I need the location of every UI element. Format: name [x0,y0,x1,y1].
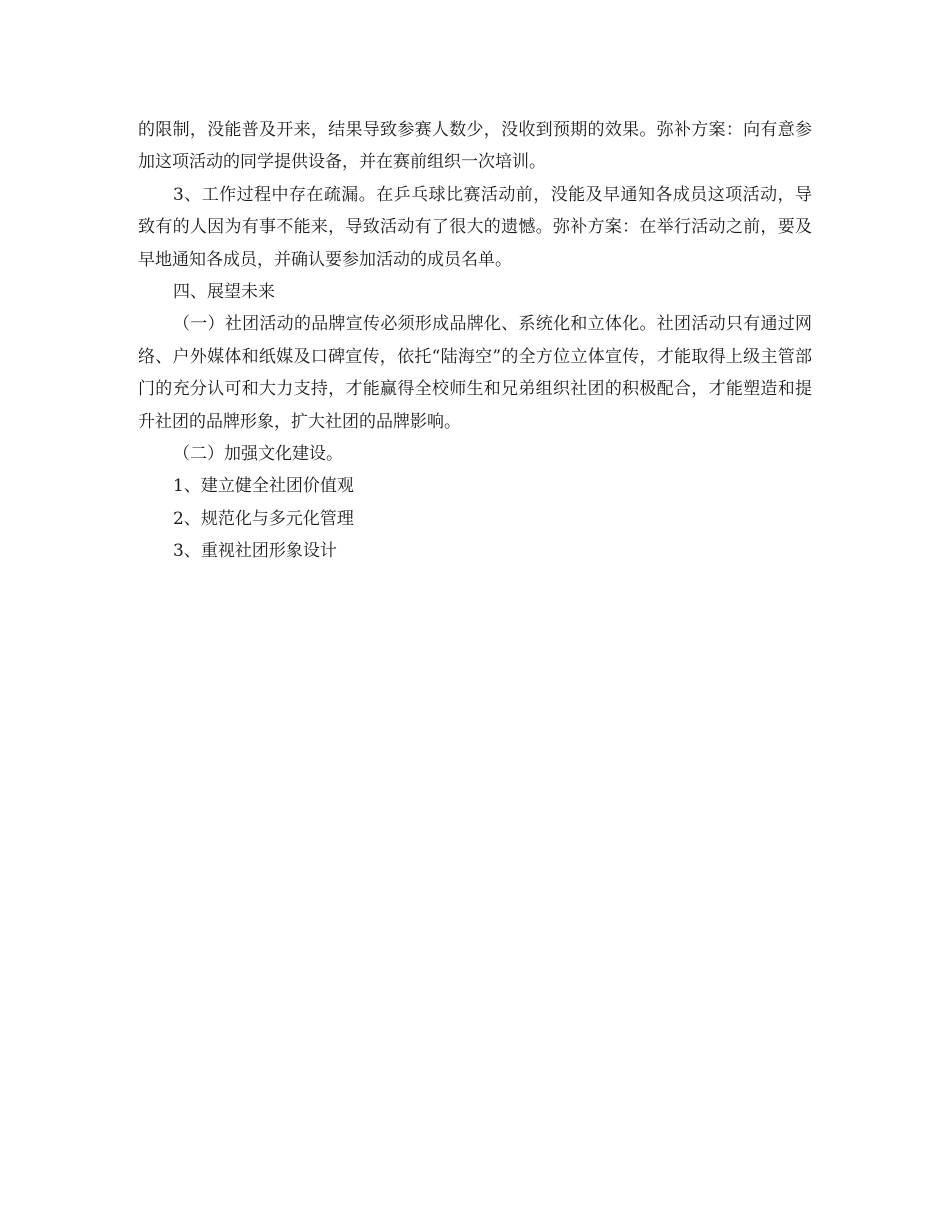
section-heading-outlook: 四、展望未来 [173,282,275,303]
document-body [138,114,812,568]
subheading-culture-building: （二）加强文化建设。 [173,444,343,465]
paragraph-brand-promotion: （一）社团活动的品牌宣传必须形成品牌化、系统化和立体化。社团活动只有通过网络、户外媒体和纸媒及口碑宣传，依托“陆海空”的全方位立体宣传，才能取得上级主管部门的充分认可和大力支持，才能赢得全校师生和兄弟组织社团的积极配合，才能塑造和提升社团的品牌形象，扩大社团的品牌影响。 [138,314,812,432]
list-item-management: 2、规范化与多元化管理 [173,508,354,529]
paragraph-continuation: 的限制，没能普及开来，结果导致参赛人数少，没收到预期的效果。弥补方案：向有意参加这项活动的同学提供设备，并在赛前组织一次培训。 [138,120,812,173]
paragraph-item-3-oversight: 3、工作过程中存在疏漏。在乒乓球比赛活动前，没能及早通知各成员这项活动，导致有的人因为有事不能来，导致活动有了很大的遗憾。弥补方案：在举行活动之前，要及早地通知各成员，并确认要参加活动的成员名单。 [138,184,812,270]
list-item-image-design: 3、重视社团形象设计 [173,541,337,562]
list-item-values: 1、建立健全社团价值观 [173,476,354,497]
